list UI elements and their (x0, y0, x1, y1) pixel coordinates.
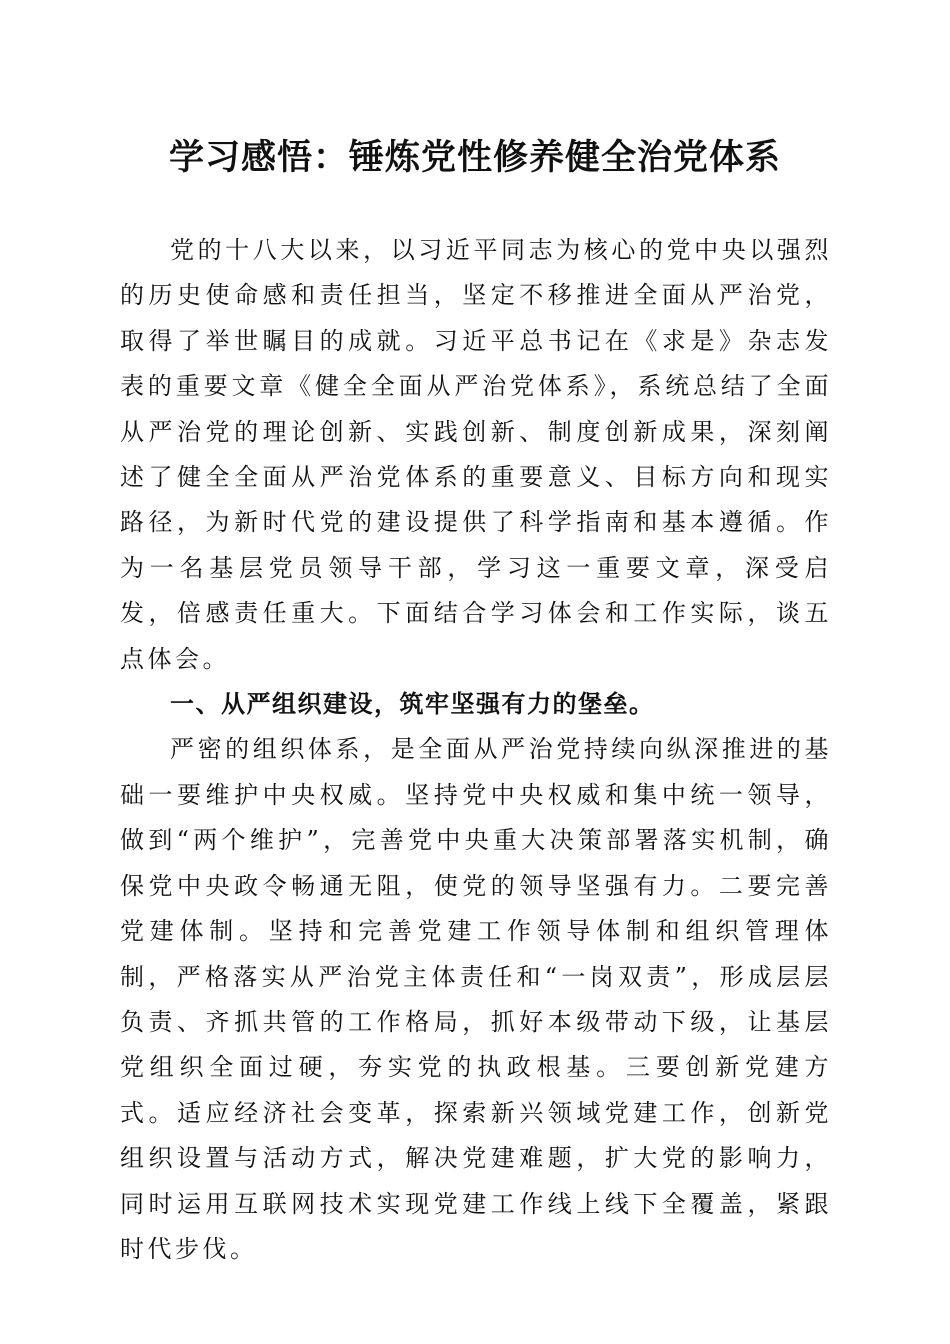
document-title: 学习感悟：锤炼党性修养健全治党体系 (168, 137, 781, 178)
document-body (120, 228, 832, 1272)
intro-paragraph: 党的十八大以来，以习近平同志为核心的党中央以强烈的历史使命感和责任担当，坚定不移推进全面从严治党，取得了举世瞩目的成就。习近平总书记在《求是》杂志发表的重要文章《健全全面从严治党体系》，系统总结了全面从严治党的理论创新、实践创新、制度创新成果，深刻阐述了健全全面从严治党体系的重要意义、目标方向和现实路径，为新时代党的建设提供了科学指南和基本遵循。作为一名基层党员领导干部，学习这一重要文章，深受启发，倍感责任重大。下面结合学习体会和工作实际，谈五点体会。 (120, 236, 832, 673)
section-heading-1: 一、从严组织建设，筑牢坚强有力的堡垒。 (170, 690, 655, 719)
section-paragraph-1: 严密的组织体系，是全面从严治党持续向纵深推进的基础一要维护中央权威。坚持党中央权威和集中统一领导，做到“两个维护”，完善党中央重大决策部署落实机制，确保党中央政令畅通无阻，使党的领导坚强有力。二要完善党建体制。坚持和完善党建工作领导体制和组织管理体制，严格落实从严治党主体责任和“一岗双责”，形成层层负责、齐抓共管的工作格局，抓好本级带动下级，让基层党组织全面过硬，夯实党的执政根基。三要创新党建方式。适应经济社会变革，探索新兴领域党建工作，创新党组织设置与活动方式，解决党建难题，扩大党的影响力，同时运用互联网技术实现党建工作线上线下全覆盖，紧跟时代步伐。 (120, 735, 832, 1263)
